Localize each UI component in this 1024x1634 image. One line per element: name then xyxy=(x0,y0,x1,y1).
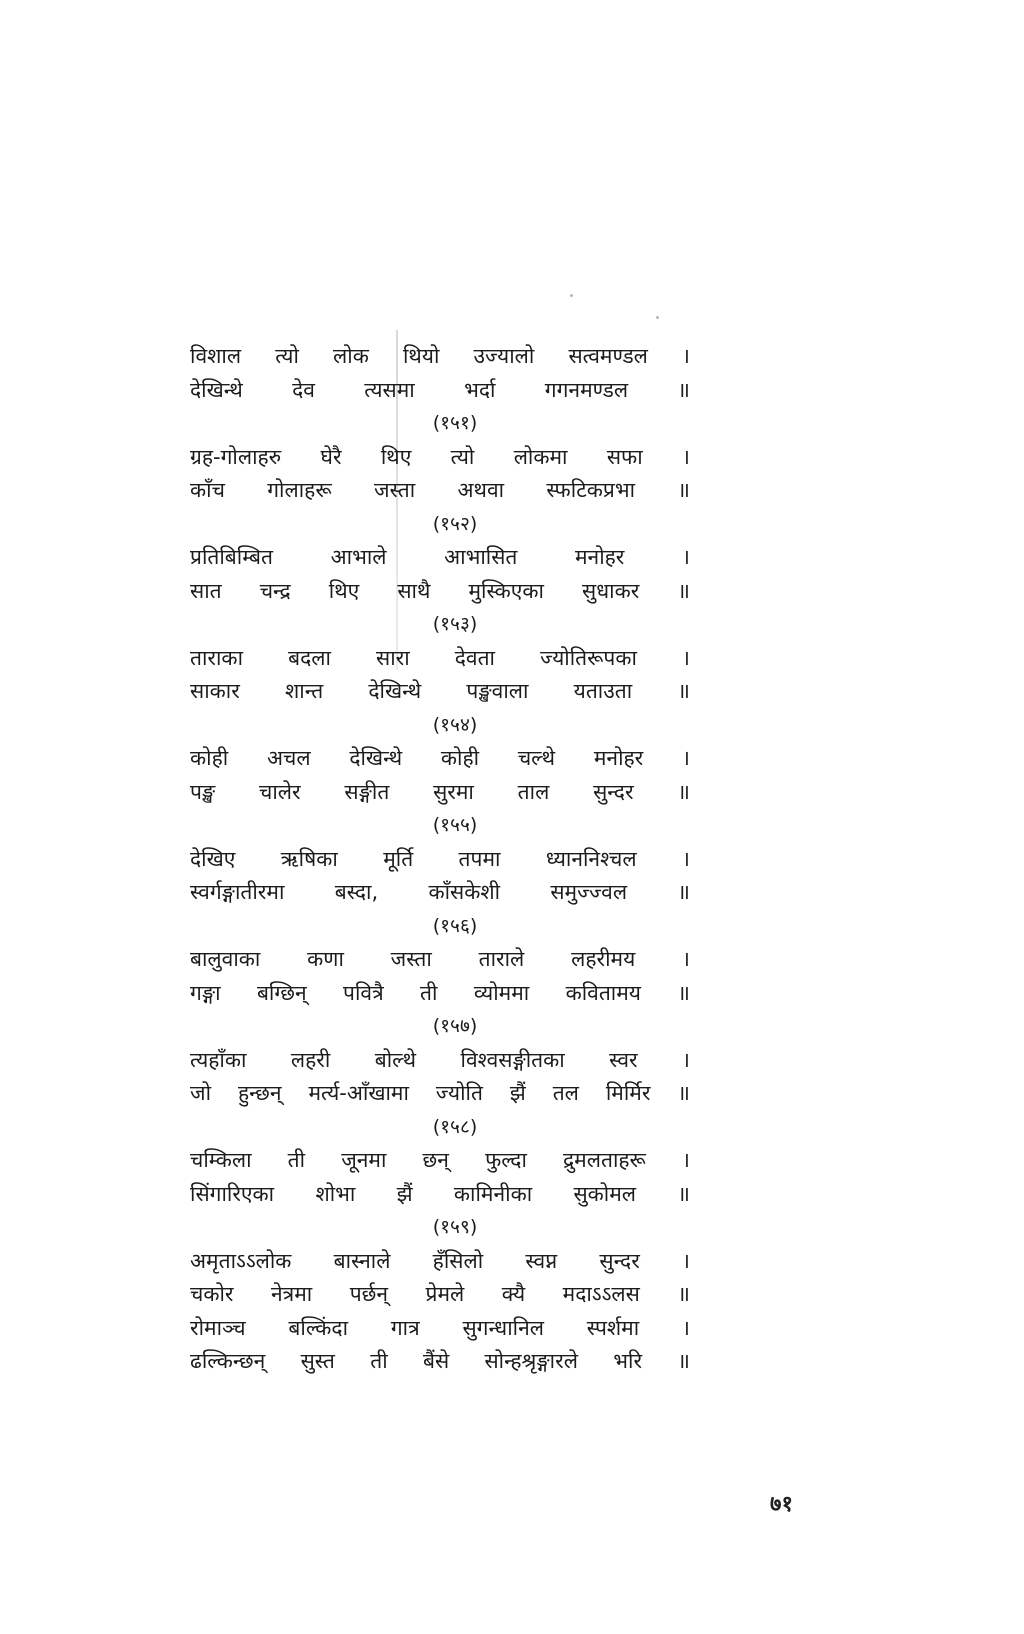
verse-number: (१५९) xyxy=(432,1216,478,1238)
verse-line xyxy=(190,742,690,776)
verse-word: ॥ xyxy=(677,1349,690,1373)
verse-word: लोकमा xyxy=(513,444,568,469)
verse-word: गङ्गा xyxy=(190,980,221,1005)
verse-word: सफा xyxy=(606,444,643,469)
verse-word: सोन्हश्रृङ्गारले xyxy=(484,1349,578,1373)
verse-word: बास्नाले xyxy=(333,1248,391,1273)
verse-word: घेरै xyxy=(320,444,342,469)
verse-word: । xyxy=(682,1248,690,1273)
verse-word: ॥ xyxy=(677,980,690,1005)
verse-line xyxy=(190,1245,690,1279)
verse-word: सुकोमल xyxy=(573,1181,637,1206)
verse-word: मनोहर xyxy=(593,746,644,770)
verse-word: पङ्खवाला xyxy=(466,679,529,703)
verse-line xyxy=(190,1345,690,1379)
verse-number: (१५६) xyxy=(432,914,478,937)
verse-word: ॥ xyxy=(677,578,690,603)
verse-word: कवितामय xyxy=(565,980,641,1005)
verse-word: यताउता xyxy=(573,679,633,703)
verse-word: बग्छिन् xyxy=(256,980,307,1005)
verse-word: ढल्किन्छन् xyxy=(190,1349,266,1373)
verse-word: मुस्किएका xyxy=(468,578,544,603)
verse-word: गगनमण्डल xyxy=(544,377,629,402)
verse-line xyxy=(190,541,690,575)
verse-word: मर्त्य-आँखामा xyxy=(308,1081,409,1105)
verse-number: (१५३) xyxy=(432,613,478,635)
verse-word: बस्दा, xyxy=(334,880,379,904)
verse-word: ज्योति xyxy=(435,1081,483,1105)
verse-word: देखिन्थे xyxy=(349,746,403,770)
verse-word: ग्रह-गोलाहरु xyxy=(190,444,282,469)
verse-word: चल्थे xyxy=(517,746,556,770)
verse-line xyxy=(190,441,690,475)
verse-word: थिए xyxy=(328,578,360,603)
verse-line xyxy=(190,977,690,1011)
verse-word: ताराले xyxy=(478,947,525,971)
stanza xyxy=(190,340,690,441)
verse-line xyxy=(190,776,690,810)
verse-line xyxy=(190,1077,690,1111)
verse-word: थिए xyxy=(380,444,412,469)
verse-word: त्यो xyxy=(450,444,475,469)
verse-word: ती xyxy=(420,980,438,1005)
verse-word: मूर्ति xyxy=(383,846,414,871)
stanza xyxy=(190,742,690,843)
verse-word: जस्ता xyxy=(373,478,416,502)
verse-word: ती xyxy=(287,1148,306,1172)
verse-word: सिंगारिएका xyxy=(190,1181,275,1206)
verse-word: ॥ xyxy=(677,880,690,904)
verse-word: भरि xyxy=(613,1349,643,1373)
verse-word: जस्ता xyxy=(390,947,432,971)
verse-word: ध्याननिश्चल xyxy=(545,846,637,871)
verse-number: (१५८) xyxy=(432,1115,478,1138)
verse-word: देखिन्थे xyxy=(190,377,243,402)
verse-word: ज्योतिरूपका xyxy=(540,645,637,670)
verse-word: स्वर xyxy=(609,1047,638,1072)
verse-word: लहरी xyxy=(290,1047,331,1072)
verse-word: सुधाकर xyxy=(582,578,640,603)
verse-word: त्यहाँका xyxy=(190,1047,247,1072)
verse-word: ॥ xyxy=(677,779,690,804)
verse-word: बैंसे xyxy=(422,1349,450,1373)
verse-word: फुल्दा xyxy=(485,1148,527,1172)
verse-word: स्फटिकप्रभा xyxy=(546,478,636,502)
verse-word: । xyxy=(681,545,690,569)
verse-word: प्रतिबिम्बित xyxy=(190,545,274,569)
verse-word: चम्किला xyxy=(190,1148,252,1172)
verse-word: । xyxy=(681,1315,690,1340)
verse-word: जूनमा xyxy=(341,1148,387,1172)
stanza xyxy=(190,441,690,542)
verse-word: कामिनीका xyxy=(453,1181,533,1206)
stanza xyxy=(190,541,690,642)
verse-word: विश्वसङ्गीतका xyxy=(460,1047,565,1072)
verse-number: (१५१) xyxy=(432,412,478,434)
page-number: ७१ xyxy=(770,1492,793,1517)
verse-word: आभासित xyxy=(444,545,518,569)
verse-word: सुस्त xyxy=(300,1349,335,1373)
verse-word: चन्द्र xyxy=(259,578,291,603)
verse-word: बल्किंदा xyxy=(288,1315,349,1340)
verse-word: थियो xyxy=(402,344,440,368)
verse-word: पवित्रै xyxy=(343,980,384,1005)
paper-speck xyxy=(656,316,659,319)
stanza xyxy=(190,1245,690,1379)
verse-word: झैं xyxy=(396,1181,413,1206)
verse-word: हुन्छन् xyxy=(237,1081,282,1105)
verse-word: आभाले xyxy=(330,545,387,569)
verse-line xyxy=(190,843,690,877)
verse-word: स्वर्गङ्गातीरमा xyxy=(190,880,285,904)
verse-line xyxy=(190,675,690,709)
verse-line xyxy=(190,1144,690,1178)
verse-word: व्योममा xyxy=(473,980,530,1005)
verse-line xyxy=(190,374,690,408)
verse-word: देवता xyxy=(454,645,495,670)
verse-word: बोल्थे xyxy=(374,1047,417,1072)
verse-word: सुन्दर xyxy=(599,1248,640,1273)
verse-word: लोक xyxy=(333,344,369,368)
verse-word: झैं xyxy=(509,1081,526,1105)
verse-word: ॥ xyxy=(677,478,690,502)
verse-word: रोमाञ्च xyxy=(190,1315,246,1340)
verse-word: सत्वमण्डल xyxy=(568,344,648,368)
verse-number: (१५४) xyxy=(432,713,478,736)
verse-word: क्यै xyxy=(501,1282,526,1306)
poem-body xyxy=(190,340,690,1379)
verse-word: । xyxy=(682,344,690,368)
verse-word: साकार xyxy=(190,679,240,703)
paper-speck xyxy=(570,294,573,297)
verse-word: द्रुमलताहरू xyxy=(563,1148,646,1172)
verse-word: ॥ xyxy=(677,377,690,402)
verse-word: । xyxy=(682,1047,690,1072)
verse-word: । xyxy=(682,645,690,670)
verse-word: समुज्ज्वल xyxy=(550,880,628,904)
verse-word: लहरीमय xyxy=(571,947,636,971)
verse-word: ताराका xyxy=(190,645,244,670)
verse-word: स्वप्न xyxy=(525,1248,558,1273)
verse-word: पर्छन् xyxy=(349,1282,389,1306)
verse-line xyxy=(190,575,690,609)
verse-word: देखिन्थे xyxy=(368,679,422,703)
verse-word: गोलाहरू xyxy=(267,478,332,502)
verse-word: अचल xyxy=(266,746,311,770)
verse-word: ॥ xyxy=(677,1081,690,1105)
verse-word: अमृताऽऽलोक xyxy=(190,1248,292,1273)
verse-line xyxy=(190,474,690,508)
verse-word: शोभा xyxy=(315,1181,356,1206)
stanza xyxy=(190,642,690,743)
verse-word: ती xyxy=(370,1349,388,1373)
stanza xyxy=(190,1044,690,1145)
verse-word: छन् xyxy=(422,1148,449,1172)
stanza xyxy=(190,843,690,944)
verse-word: जो xyxy=(190,1081,212,1105)
verse-line xyxy=(190,1044,690,1078)
verse-word: मिर्मिर xyxy=(605,1081,651,1105)
verse-line xyxy=(190,1178,690,1212)
verse-word: प्रेमले xyxy=(425,1282,465,1306)
verse-word: सात xyxy=(190,578,222,603)
verse-word: उज्यालो xyxy=(473,344,535,368)
verse-word: शान्त xyxy=(285,679,324,703)
verse-word: तल xyxy=(552,1081,579,1105)
stanza xyxy=(190,943,690,1044)
verse-word: गात्र xyxy=(390,1315,420,1340)
verse-word: काँच xyxy=(190,478,225,502)
verse-word: ताल xyxy=(517,779,550,804)
verse-word: देखिए xyxy=(190,846,236,871)
verse-word: कोही xyxy=(190,746,229,770)
verse-word: नेत्रमा xyxy=(270,1282,313,1306)
verse-word: ॥ xyxy=(677,679,690,703)
verse-word: विशाल xyxy=(190,344,242,368)
verse-word: ऋषिका xyxy=(280,846,338,871)
verse-number: (१५२) xyxy=(432,512,478,535)
verse-word: बालुवाका xyxy=(190,947,261,971)
verse-word: अथवा xyxy=(457,478,505,502)
verse-word: सङ्गीत xyxy=(344,779,390,804)
verse-word: मनोहर xyxy=(574,545,625,569)
verse-line xyxy=(190,1278,690,1312)
verse-word: । xyxy=(681,444,690,469)
verse-word: चालेर xyxy=(259,779,301,804)
verse-word: त्यो xyxy=(275,344,299,368)
verse-word: तपमा xyxy=(458,846,501,871)
verse-word: ॥ xyxy=(677,1282,690,1306)
verse-word: । xyxy=(682,746,690,770)
verse-word: काँसकेशी xyxy=(428,880,501,904)
verse-word: भर्दा xyxy=(464,377,496,402)
verse-word: सारा xyxy=(376,645,410,670)
verse-word: बदला xyxy=(288,645,331,670)
verse-word: । xyxy=(681,846,690,871)
verse-word: मदाऽऽलस xyxy=(562,1282,640,1306)
verse-line xyxy=(190,642,690,676)
verse-word: । xyxy=(682,947,690,971)
verse-number: (१५५) xyxy=(432,814,478,836)
verse-word: देव xyxy=(292,377,315,402)
verse-line xyxy=(190,876,690,910)
verse-word: चकोर xyxy=(190,1282,234,1306)
verse-number: (१५७) xyxy=(432,1015,478,1037)
verse-word: स्पर्शमा xyxy=(586,1315,640,1340)
verse-line xyxy=(190,943,690,977)
verse-word: हँसिलो xyxy=(432,1248,484,1273)
verse-word: त्यसमा xyxy=(364,377,415,402)
verse-line xyxy=(190,340,690,374)
verse-word: सुन्दर xyxy=(593,779,634,804)
verse-line xyxy=(190,1312,690,1346)
verse-word: साथै xyxy=(397,578,431,603)
verse-word: कणा xyxy=(307,947,344,971)
stanza xyxy=(190,1144,690,1245)
verse-word: सुरमा xyxy=(433,779,474,804)
verse-word: कोही xyxy=(440,746,480,770)
verse-word: ॥ xyxy=(677,1181,690,1206)
verse-word: सुगन्धानिल xyxy=(462,1315,544,1340)
verse-word: पङ्ख xyxy=(190,779,216,804)
verse-word: । xyxy=(681,1148,690,1172)
